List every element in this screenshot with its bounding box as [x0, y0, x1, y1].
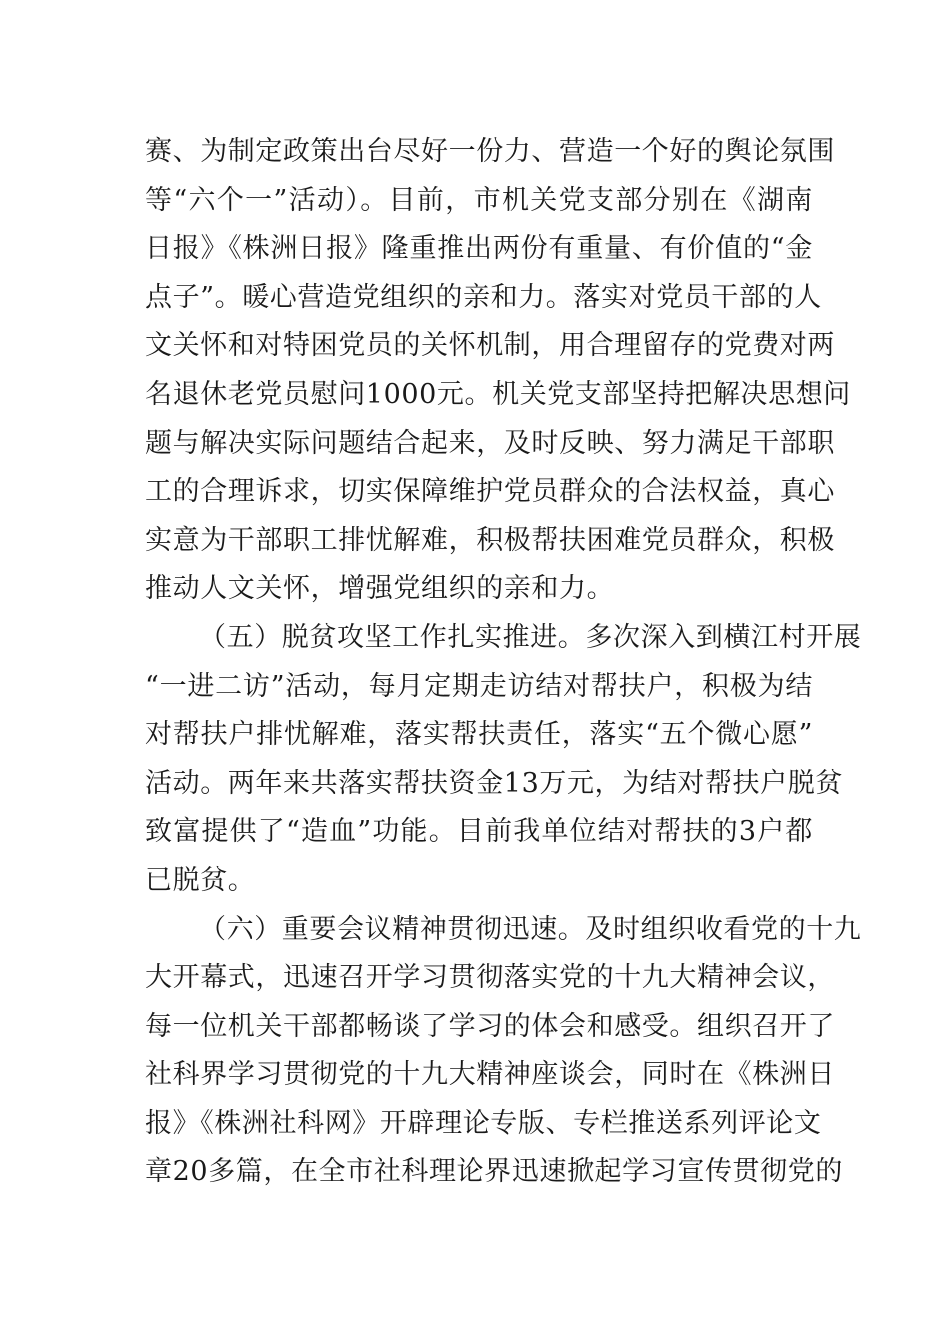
paragraph-first-line: （五）脱贫攻坚工作扎实推进。多次深入到横江村开展	[199, 621, 862, 653]
text-line: 工的合理诉求，切实保障维护党员群众的合法权益，真心	[145, 476, 835, 508]
text-line: 赛、为制定政策出台尽好一份力、营造一个好的舆论氛围	[145, 136, 835, 167]
text-line: 致富提供了“造血”功能。目前我单位结对帮扶的3户都	[145, 816, 813, 848]
text-line: 社科界学习贯彻党的十九大精神座谈会，同时在《株洲日	[145, 1059, 835, 1091]
text-line: 活动。两年来共落实帮扶资金13万元，为结对帮扶户脱贫	[145, 767, 843, 799]
paragraph-first-line: （六）重要会议精神贯彻迅速。及时组织收看党的十九	[199, 913, 862, 945]
text-line: 题与解决实际问题结合起来，及时反映、努力满足干部职	[145, 427, 835, 459]
text-line: 日报》《株洲日报》隆重推出两份有重量、有价值的“金	[145, 233, 813, 265]
text-line: 已脱贫。	[145, 864, 256, 896]
text-line: 点子”。暖心营造党组织的亲和力。落实对党员干部的人	[145, 281, 822, 313]
text-line: 推动人文关怀，增强党组织的亲和力。	[145, 573, 615, 605]
text-line: 文关怀和对特困党员的关怀机制，用合理留存的党费对两	[145, 330, 835, 362]
text-line: 名退休老党员慰问1000元。机关党支部坚持把解决思想问	[145, 378, 851, 410]
text-line: 等“六个一”活动）。目前，市机关党支部分别在《湖南	[145, 184, 813, 216]
text-line: 对帮扶户排忧解难，落实帮扶责任，落实“五个微心愿”	[145, 719, 813, 751]
text-line: 报》《株洲社科网》开辟理论专版、专栏推送系列评论文	[145, 1107, 822, 1139]
text-line: 实意为干部职工排忧解难，积极帮扶困难党员群众，积极	[145, 524, 835, 556]
text-line: 每一位机关干部都畅谈了学习的体会和感受。组织召开了	[145, 1010, 835, 1042]
text-line: 大开幕式，迅速召开学习贯彻落实党的十九大精神会议，	[145, 962, 835, 994]
document-body	[145, 128, 862, 1197]
text-line: “一进二访”活动，每月定期走访结对帮扶户，积极为结	[145, 670, 813, 702]
text-line: 章20多篇，在全市社科理论界迅速掀起学习宣传贯彻党的	[145, 1156, 843, 1188]
